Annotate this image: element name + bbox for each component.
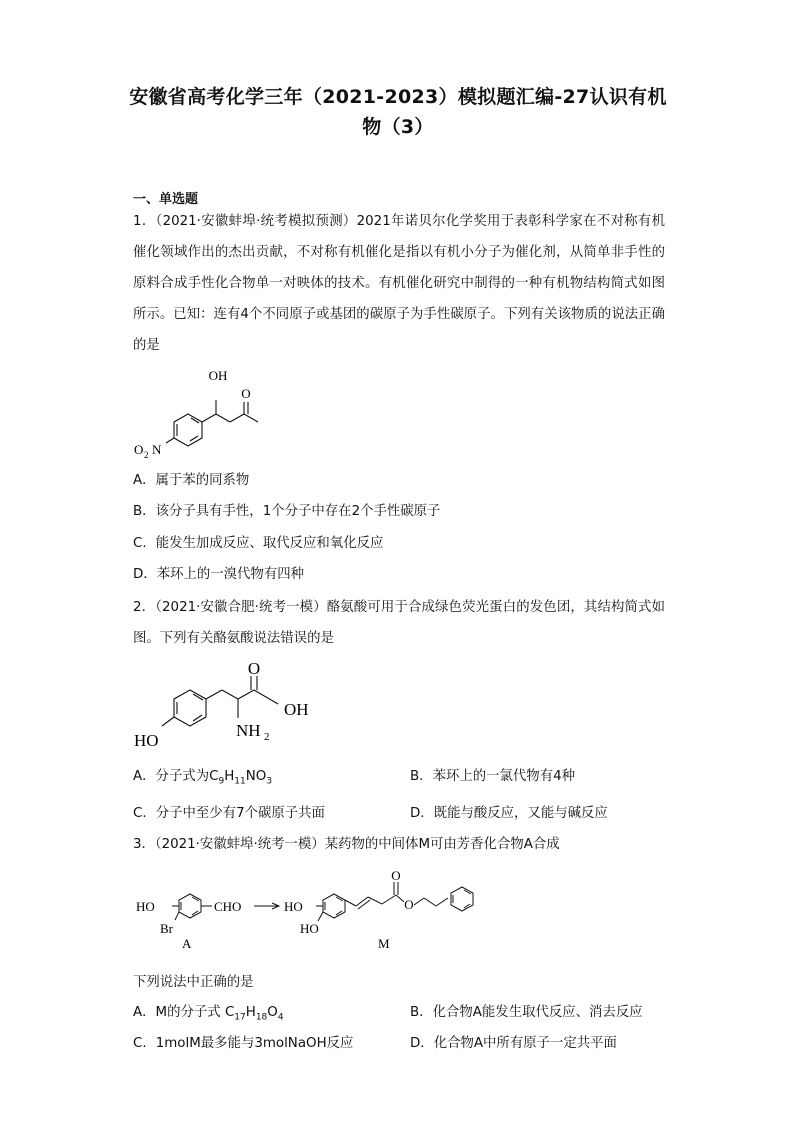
q3-a-label-cho: CHO [214, 899, 242, 914]
section-heading: 一、单选题 [133, 192, 199, 207]
q3-a-label-ho: HO [136, 899, 155, 914]
question-1-structure [130, 362, 300, 462]
question-3-stem: 3．（2021·安徽蚌埠·统考一模）某药物的中间体M可由芳香化合物A合成 [133, 837, 560, 852]
document-title-line2: 物（3） [362, 116, 434, 138]
document-title-line1: 安徽省高考化学三年（2021-2023）模拟题汇编-27认识有机 [129, 86, 667, 108]
q2-option-d: D．既能与酸反应，又能与碱反应 [410, 806, 608, 821]
q1-label-o2: O [134, 442, 144, 457]
q3-option-a: A．M的分子式 $C_{17}H_{18}O_4$ [133, 1005, 284, 1023]
q1-option-b: B．该分子具有手性，1个分子中存在2个手性碳原子 [133, 504, 441, 519]
q3-option-c: C．1molM最多能与3molNaOH反应 [133, 1036, 354, 1051]
q2-label-ho: HO [134, 731, 159, 750]
q1-label-o: O [241, 386, 251, 401]
q1-option-d: D．苯环上的一溴代物有四种 [133, 567, 304, 582]
q1-label-n: N [152, 442, 162, 457]
q3-a-name: A [182, 936, 192, 951]
q2-label-nh-sub: 2 [264, 731, 270, 743]
question-2-stem: 2．（2021·安徽合肥·统考一模）酪氨酸可用于合成绿色荧光蛋白的发色团，其结构简式如图。下列有关酪氨酸说法错误的是 [133, 600, 665, 646]
q3-m-label-o2: O [404, 897, 414, 912]
q3-a-label-br: Br [160, 921, 173, 936]
q1-label-o2-sub: 2 [144, 450, 149, 460]
q3-m-label-ho2: HO [300, 921, 319, 936]
q1-option-c: C．能发生加成反应、取代反应和氧化反应 [133, 536, 384, 551]
q3-option-d: D．化合物A中所有原子一定共平面 [410, 1036, 617, 1051]
q2-option-b: B．苯环上的一氯代物有4种 [410, 769, 576, 784]
q2-label-oh: OH [284, 700, 309, 719]
q3-m-name: M [378, 936, 390, 951]
q3-prompt: 下列说法中正确的是 [133, 975, 254, 990]
question-2-structure [132, 660, 332, 755]
q2-label-o: O [247, 659, 261, 678]
q2-option-c: C．分子中至少有7个碳原子共面 [133, 806, 325, 821]
q2-option-a: A．分子式为$C_9H_{11}NO_3$ [133, 769, 273, 787]
q3-option-b: B．化合物A能发生取代反应、消去反应 [410, 1005, 643, 1020]
question-1-stem: 1．（2021·安徽蚌埠·统考模拟预测）2021年诺贝尔化学奖用于表彰科学家在不对称有机催化领域作出的杰出贡献，不对称有机催化是指以有机小分子为催化剂，从简单非手性的原料合成手性化合物单一对映体的技术。有机催化研究中制得的一种有机物结构简式如图所示。已知：连有4个不同原子或基团的碳原子为手性碳原子。下列有关该物质的说法正确的是 [133, 214, 665, 353]
q1-label-oh: OH [208, 368, 228, 383]
question-3-reaction-scheme [132, 868, 502, 958]
q2-label-nh: NH [236, 721, 261, 740]
q3-m-label-ho1: HO [284, 899, 303, 914]
q1-option-a: A．属于苯的同系物 [133, 473, 250, 488]
q3-m-label-o1: O [391, 868, 401, 883]
